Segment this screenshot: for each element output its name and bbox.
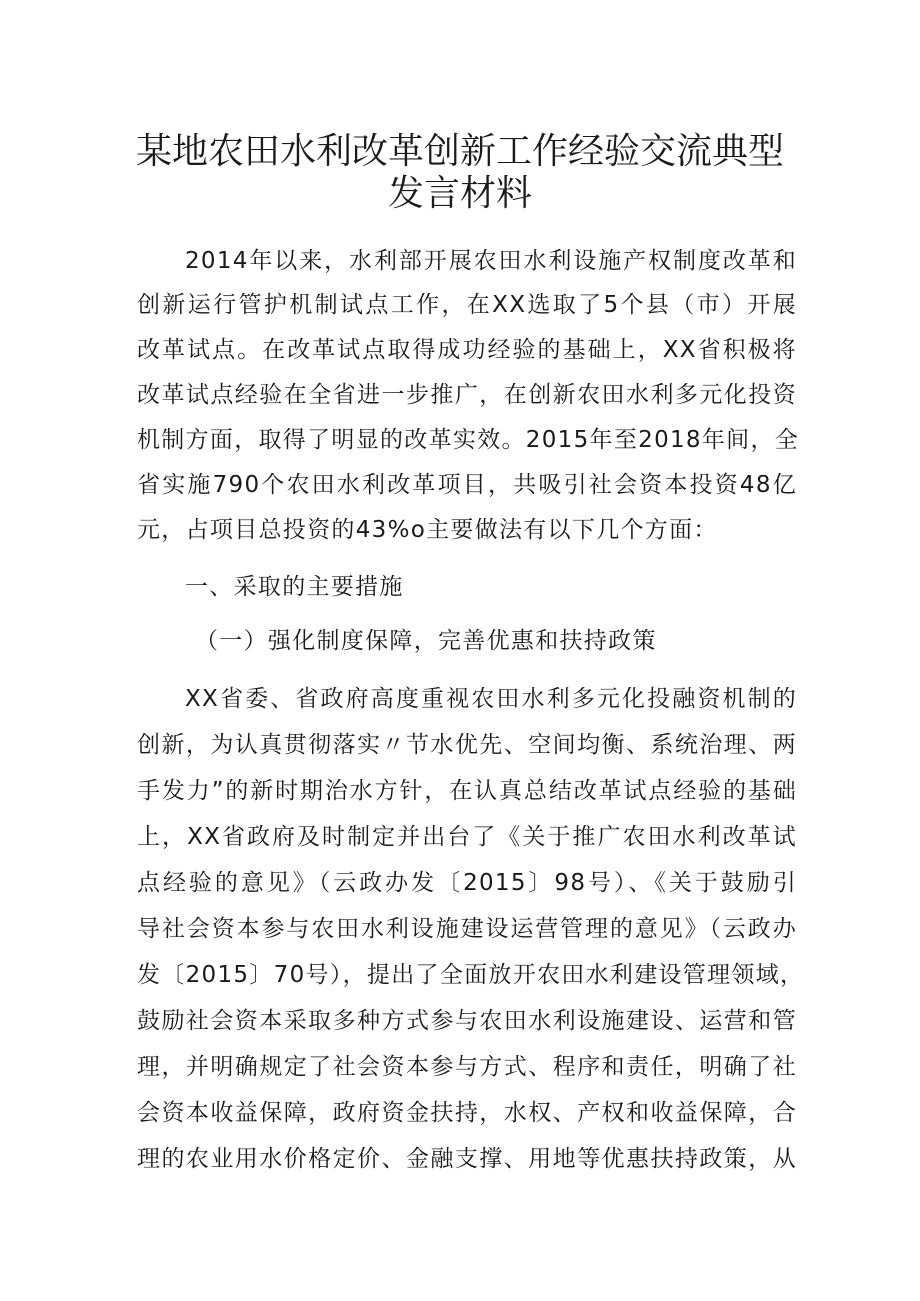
document-title-line-2: 发言材料 — [387, 173, 532, 214]
paragraph-line: 手发力”的新时期治水方针，在认真总结改革试点经验的基础 — [137, 778, 797, 804]
paragraph-line: 元，占项目总投资的43%o主要做法有以下几个方面： — [137, 517, 718, 543]
subsection-heading-1: （一）强化制度保障，完善优惠和扶持政策 — [195, 628, 657, 654]
paragraph-line: 理，并明确规定了社会资本参与方式、程序和责任，明确了社 — [137, 1054, 797, 1080]
document-title-line-1: 某地农田水利改革创新工作经验交流典型 — [135, 131, 784, 172]
paragraph-line: XX省委、省政府高度重视农田水利多元化投融资机制的 — [185, 686, 797, 712]
paragraph-line: 机制方面，取得了明显的改革实效。2015年至2018年间，全 — [137, 427, 800, 453]
paragraph-line: 会资本收益保障，政府资金扶持，水权、产权和收益保障，合 — [137, 1100, 797, 1126]
paragraph-line: 改革试点经验在全省进一步推广，在创新农田水利多元化投资 — [137, 382, 797, 408]
paragraph-line: 发〔2015〕70号），提出了全面放开农田水利建设管理领域， — [137, 962, 805, 988]
paragraph-line: 点经验的意见》（云政办发〔2015〕98号）、《关于鼓励引 — [137, 870, 797, 896]
paragraph-line: 鼓励社会资本采取多种方式参与农田水利设施建设、运营和管 — [137, 1008, 797, 1034]
paragraph-line: 导社会资本参与农田水利设施建设运营管理的意见》（云政办 — [137, 916, 797, 942]
paragraph-line: 省实施790个农田水利改革项目，共吸引社会资本投资48亿 — [137, 472, 797, 498]
paragraph-line: 创新，为认真贯彻落实〃节水优先、空间均衡、系统治理、两 — [137, 732, 797, 758]
paragraph-line: 2014年以来，水利部开展农田水利设施产权制度改革和 — [185, 248, 797, 274]
paragraph-line: 创新运行管护机制试点工作，在XX选取了5个县（市）开展 — [137, 292, 797, 318]
paragraph-line: 上，XX省政府及时制定并出台了《关于推广农田水利改革试 — [137, 824, 797, 850]
paragraph-line: 改革试点。在改革试点取得成功经验的基础上，XX省积极将 — [137, 337, 797, 363]
section-heading-1: 一、采取的主要措施 — [185, 574, 404, 600]
paragraph-line: 理的农业用水价格定价、金融支撑、用地等优惠扶持政策，从 — [137, 1146, 797, 1172]
